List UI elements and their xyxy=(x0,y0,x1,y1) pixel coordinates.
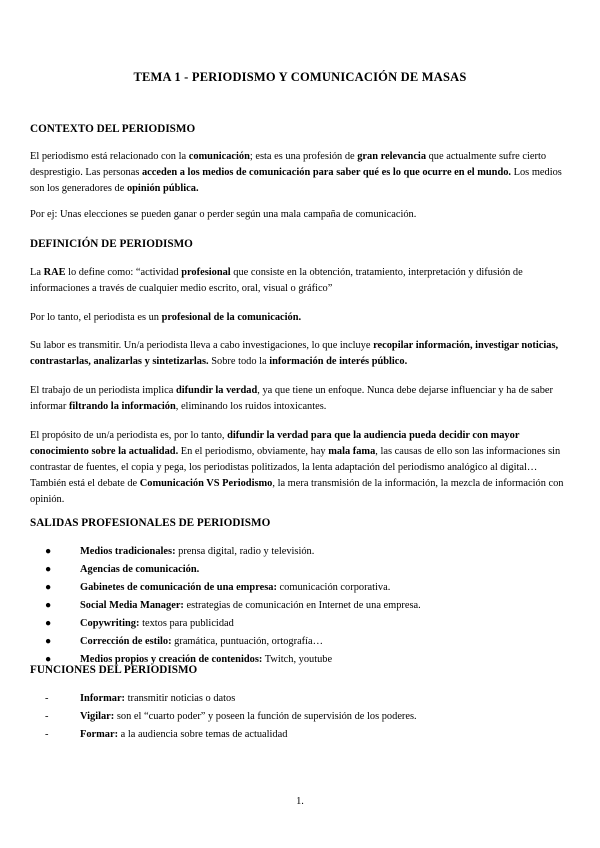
list-item: ● Agencias de comunicación. xyxy=(30,561,421,579)
dash-icon: - xyxy=(45,693,49,704)
list-item: - Formar: a la audiencia sobre temas de actualidad xyxy=(30,726,417,744)
list-item: ● Corrección de estilo: gramática, puntuación, ortografía… xyxy=(30,633,421,651)
bullet-icon: ● xyxy=(45,582,52,593)
bullet-icon: ● xyxy=(45,618,52,629)
page-number: 1. xyxy=(296,796,304,807)
salidas-list xyxy=(30,543,421,669)
dash-icon: - xyxy=(45,729,49,740)
list-item: - Vigilar: son el “cuarto poder” y poseen la función de supervisión de los poderes. xyxy=(30,708,417,726)
paragraph-definicion-4: El trabajo de un periodista implica difundir la verdad, ya que tiene un enfoque. Nunca debe dejarse influenciar y ha de saber informar filtrando la información, eliminando los ruidos intoxicantes. xyxy=(30,385,553,412)
bullet-icon: ● xyxy=(45,600,52,611)
heading-funciones: FUNCIONES DEL PERIODISMO xyxy=(30,664,198,676)
paragraph-definicion-5: El propósito de un/a periodista es, por lo tanto, difundir la verdad para que la audiencia pueda decidir con mayor conocimiento sobre la actualidad. En el periodismo, obviamente, hay mala fama, las causas de ello son las informaciones sin contrastar de fuentes, el copia y pega, los periodistas politizados, la lenta adaptación del periodismo analógico al digital… También está el debate de Comunicación VS Periodismo, la mera transmisión de la información, la mezcla de información con opinión. xyxy=(30,430,564,505)
list-item: ● Social Media Manager: estrategias de comunicación en Internet de una empresa. xyxy=(30,597,421,615)
paragraph-definicion-2: Por lo tanto, el periodista es un profesional de la comunicación. xyxy=(30,312,302,323)
list-item: ● Medios propios y creación de contenidos: Twitch, youtube xyxy=(30,651,421,669)
heading-contexto: CONTEXTO DEL PERIODISMO xyxy=(30,123,196,135)
list-item: - Informar: transmitir noticias o datos xyxy=(30,690,417,708)
paragraph-definicion-1: La RAE lo define como: “actividad profesional que consiste en la obtención, tratamiento, interpretación y difusión de informaciones a través de cualquier medio escrito, oral, visual o gráfico” xyxy=(30,267,523,294)
paragraph-contexto-1: El periodismo está relacionado con la comunicación; esta es una profesión de gran relevancia que actualmente sufre cierto desprestigio. Las personas acceden a los medios de comunicación para saber qué es lo que ocurre en el mundo. Los medios son los generadores de opinión pública. xyxy=(30,151,562,194)
heading-definicion: DEFINICIÓN DE PERIODISMO xyxy=(30,238,193,250)
heading-salidas: SALIDAS PROFESIONALES DE PERIODISMO xyxy=(30,517,271,529)
list-item: ● Copywriting: textos para publicidad xyxy=(30,615,421,633)
dash-icon: - xyxy=(45,711,49,722)
bullet-icon: ● xyxy=(45,564,52,575)
funciones-list xyxy=(30,690,417,744)
paragraph-contexto-2: Por ej: Unas elecciones se pueden ganar o perder según una mala campaña de comunicación. xyxy=(30,209,417,220)
bullet-icon: ● xyxy=(45,636,52,647)
bullet-icon: ● xyxy=(45,654,52,665)
list-item: ● Gabinetes de comunicación de una empresa: comunicación corporativa. xyxy=(30,579,421,597)
bullet-icon: ● xyxy=(45,546,52,557)
list-item: ● Medios tradicionales: prensa digital, radio y televisión. xyxy=(30,543,421,561)
document-title: TEMA 1 - PERIODISMO Y COMUNICACIÓN DE MASAS xyxy=(133,70,467,84)
paragraph-definicion-3: Su labor es transmitir. Un/a periodista lleva a cabo investigaciones, lo que incluye recopilar información, investigar noticias, contrastarlas, analizarlas y sintetizarlas. Sobre todo la información de interés público. xyxy=(30,340,559,367)
